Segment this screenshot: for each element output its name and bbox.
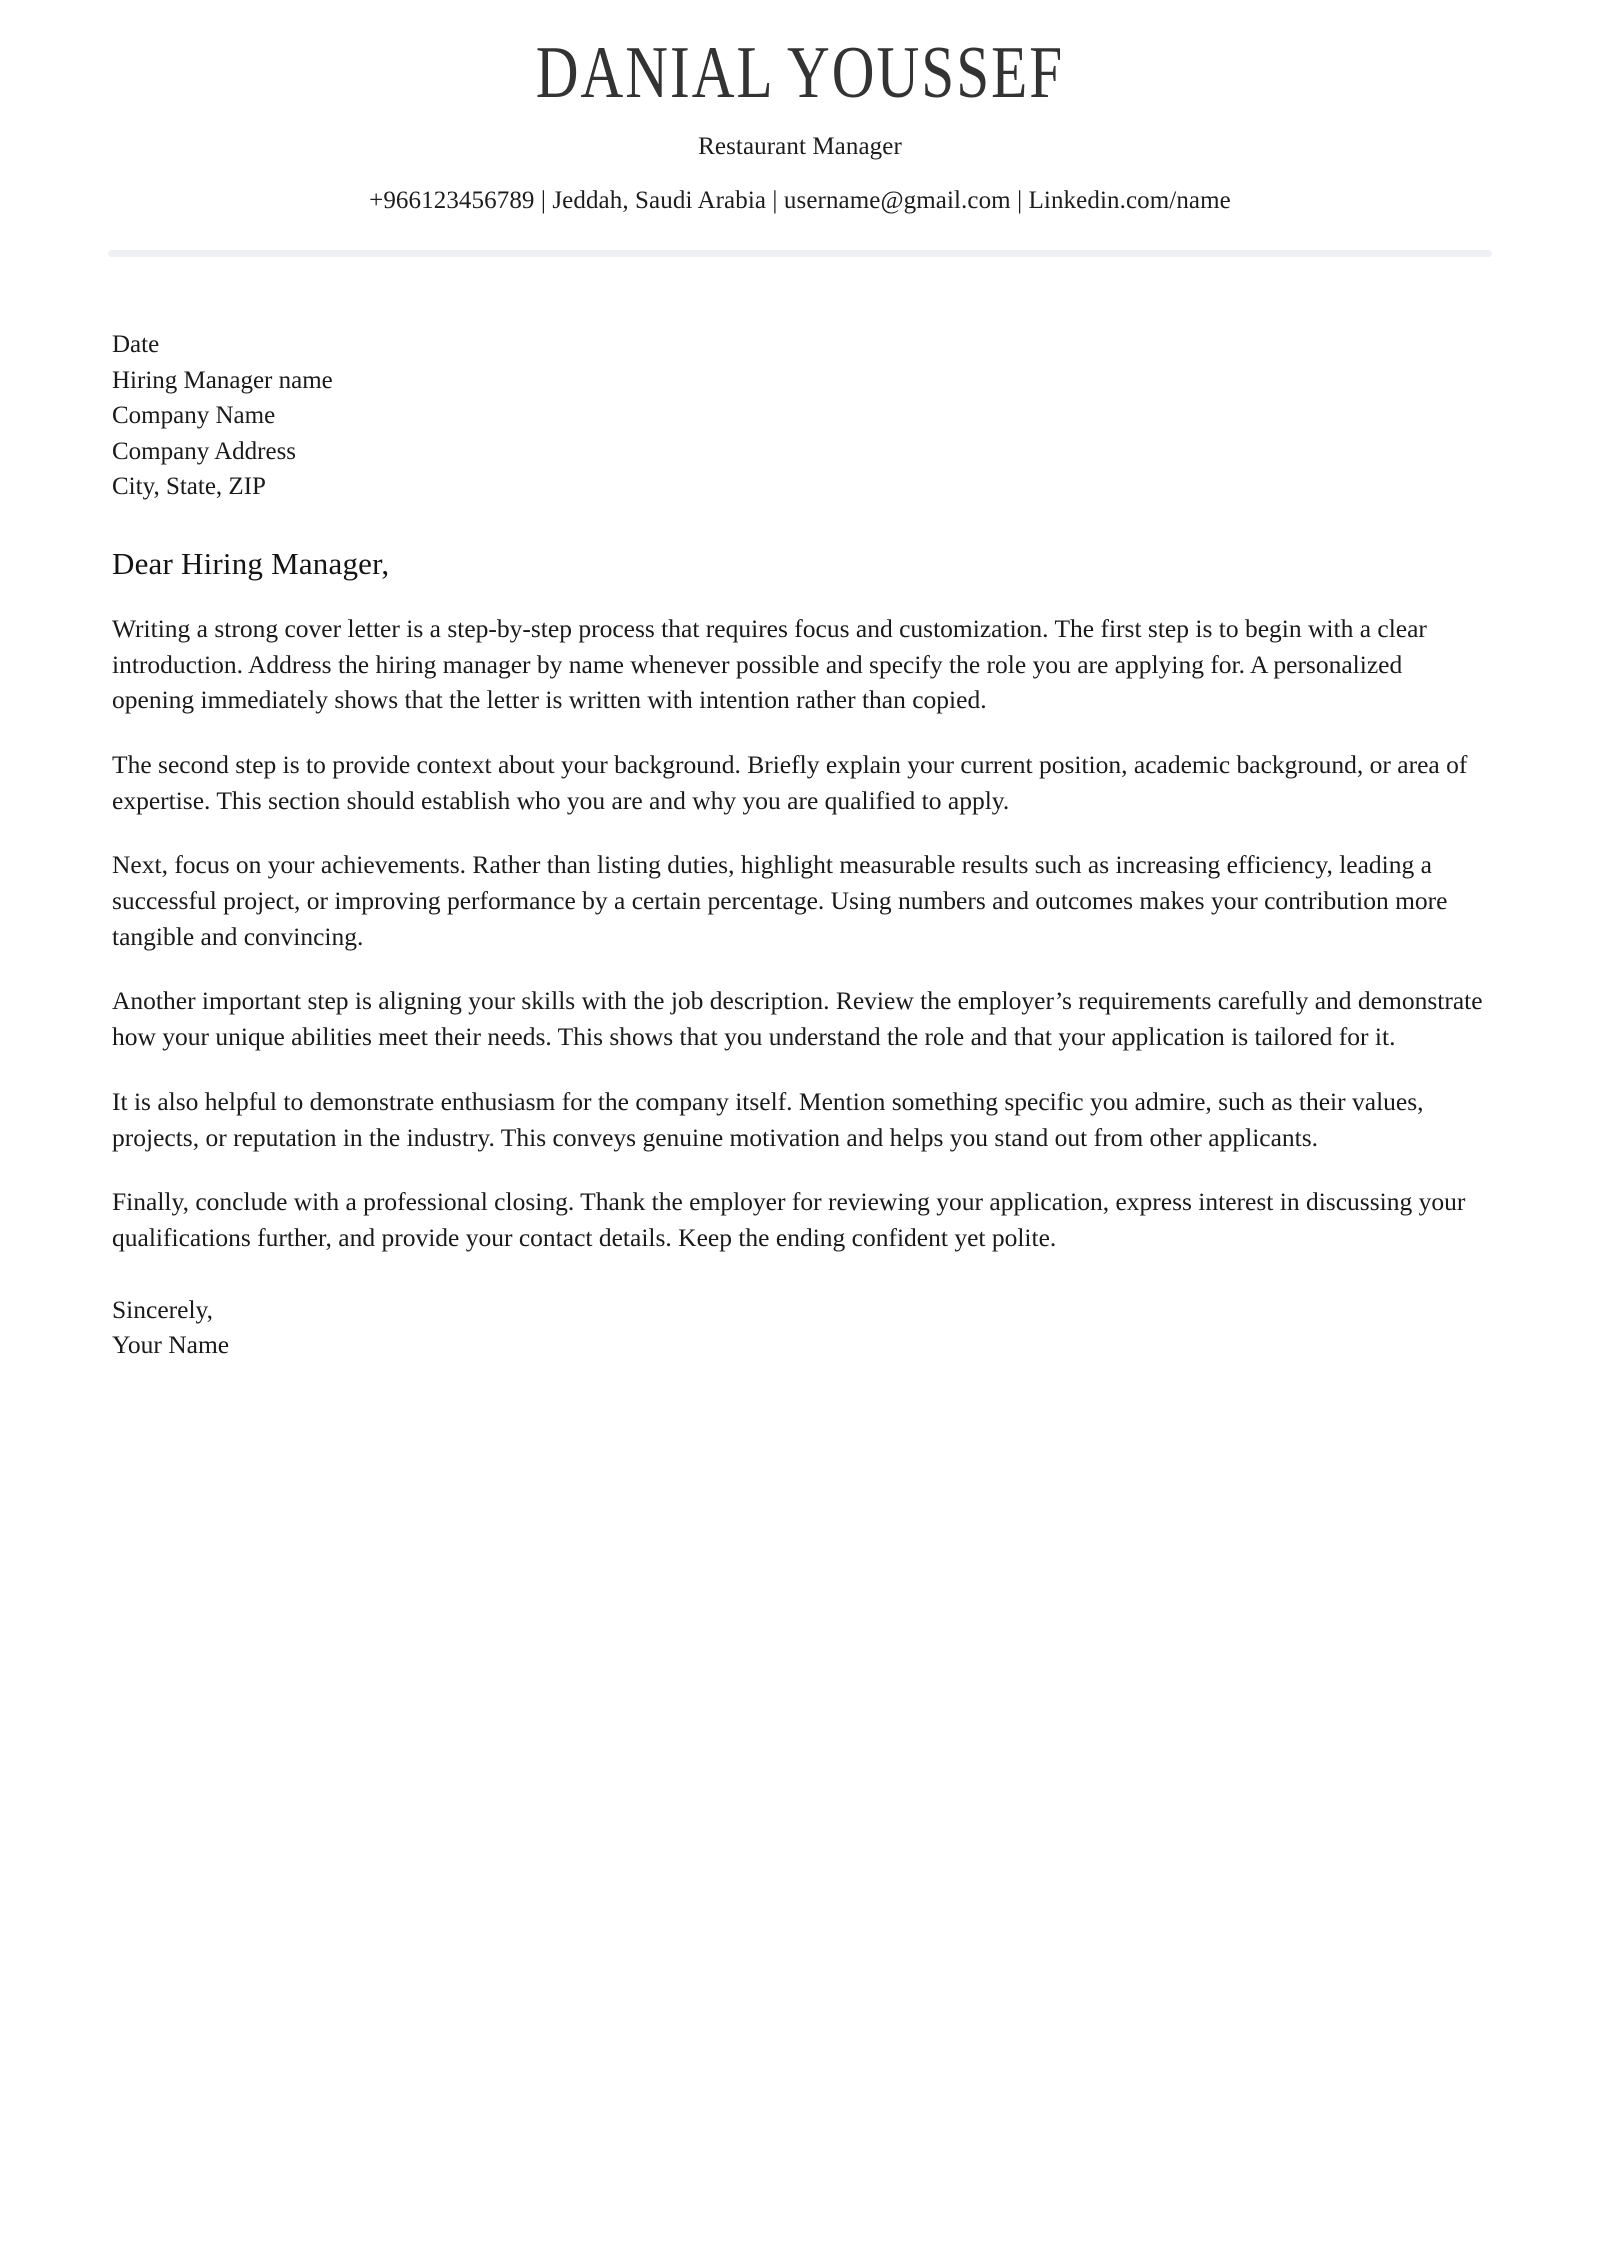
recipient-city-state-zip: City, State, ZIP: [112, 473, 266, 501]
closing-block: [112, 1292, 1490, 1363]
signature-name: Your Name: [112, 1330, 230, 1360]
recipient-address-block: [112, 327, 1490, 505]
recipient-hiring-manager: Hiring Manager name: [112, 366, 333, 394]
contact-info-line: +966123456789 | Jeddah, Saudi Arabia | username@gmail.com | Linkedin.com/name: [369, 187, 1231, 215]
body-paragraph-4: Another important step is aligning your skills with the job description. Review the employer’s requirements carefully and demonstrate how your unique abilities meet their needs. This shows that you understand the role and that your application is tailored for it.: [112, 986, 1483, 1052]
body-paragraph-2: The second step is to provide context about your background. Briefly explain your current position, academic background, or area of expertise. This section should establish who you are and why you are qualified to apply.: [112, 750, 1468, 815]
header-divider: [108, 250, 1492, 257]
applicant-job-title: Restaurant Manager: [698, 133, 902, 161]
letter-header: [0, 0, 1600, 257]
letter-body: [0, 327, 1600, 1363]
body-paragraph-1: Writing a strong cover letter is a step-by-step process that requires focus and customization. The first step is to begin with a clear introduction. Address the hiring manager by name whenever possible and specify the role you are applying for. A personalized opening immediately shows that the letter is written with intention rather than copied.: [112, 613, 1427, 715]
header-divider-wrapper: [0, 250, 1600, 257]
body-paragraph-5: It is also helpful to demonstrate enthusiasm for the company itself. Mention something specific you admire, such as their values, projects, or reputation in the industry. This conveys genuine motivation and helps you stand out from other applicants.: [112, 1086, 1424, 1152]
body-paragraph-6: Finally, conclude with a professional closing. Thank the employer for reviewing your application, express interest in discussing your qualifications further, and provide your contact details. Keep the ending confident yet polite.: [112, 1187, 1466, 1252]
salutation: Dear Hiring Manager,: [112, 545, 390, 581]
applicant-name: DANIAL YOUSSEF: [535, 32, 1065, 114]
recipient-company-address: Company Address: [112, 437, 297, 465]
recipient-date: Date: [112, 331, 160, 359]
sign-off: Sincerely,: [112, 1294, 214, 1324]
recipient-company-name: Company Name: [112, 402, 276, 430]
body-paragraph-3: Next, focus on your achievements. Rather than listing duties, highlight measurable results such as increasing efficiency, leading a successful project, or improving performance by a certain percentage. Using numbers and outcomes makes your contribution more tangible and convincing.: [112, 850, 1448, 951]
